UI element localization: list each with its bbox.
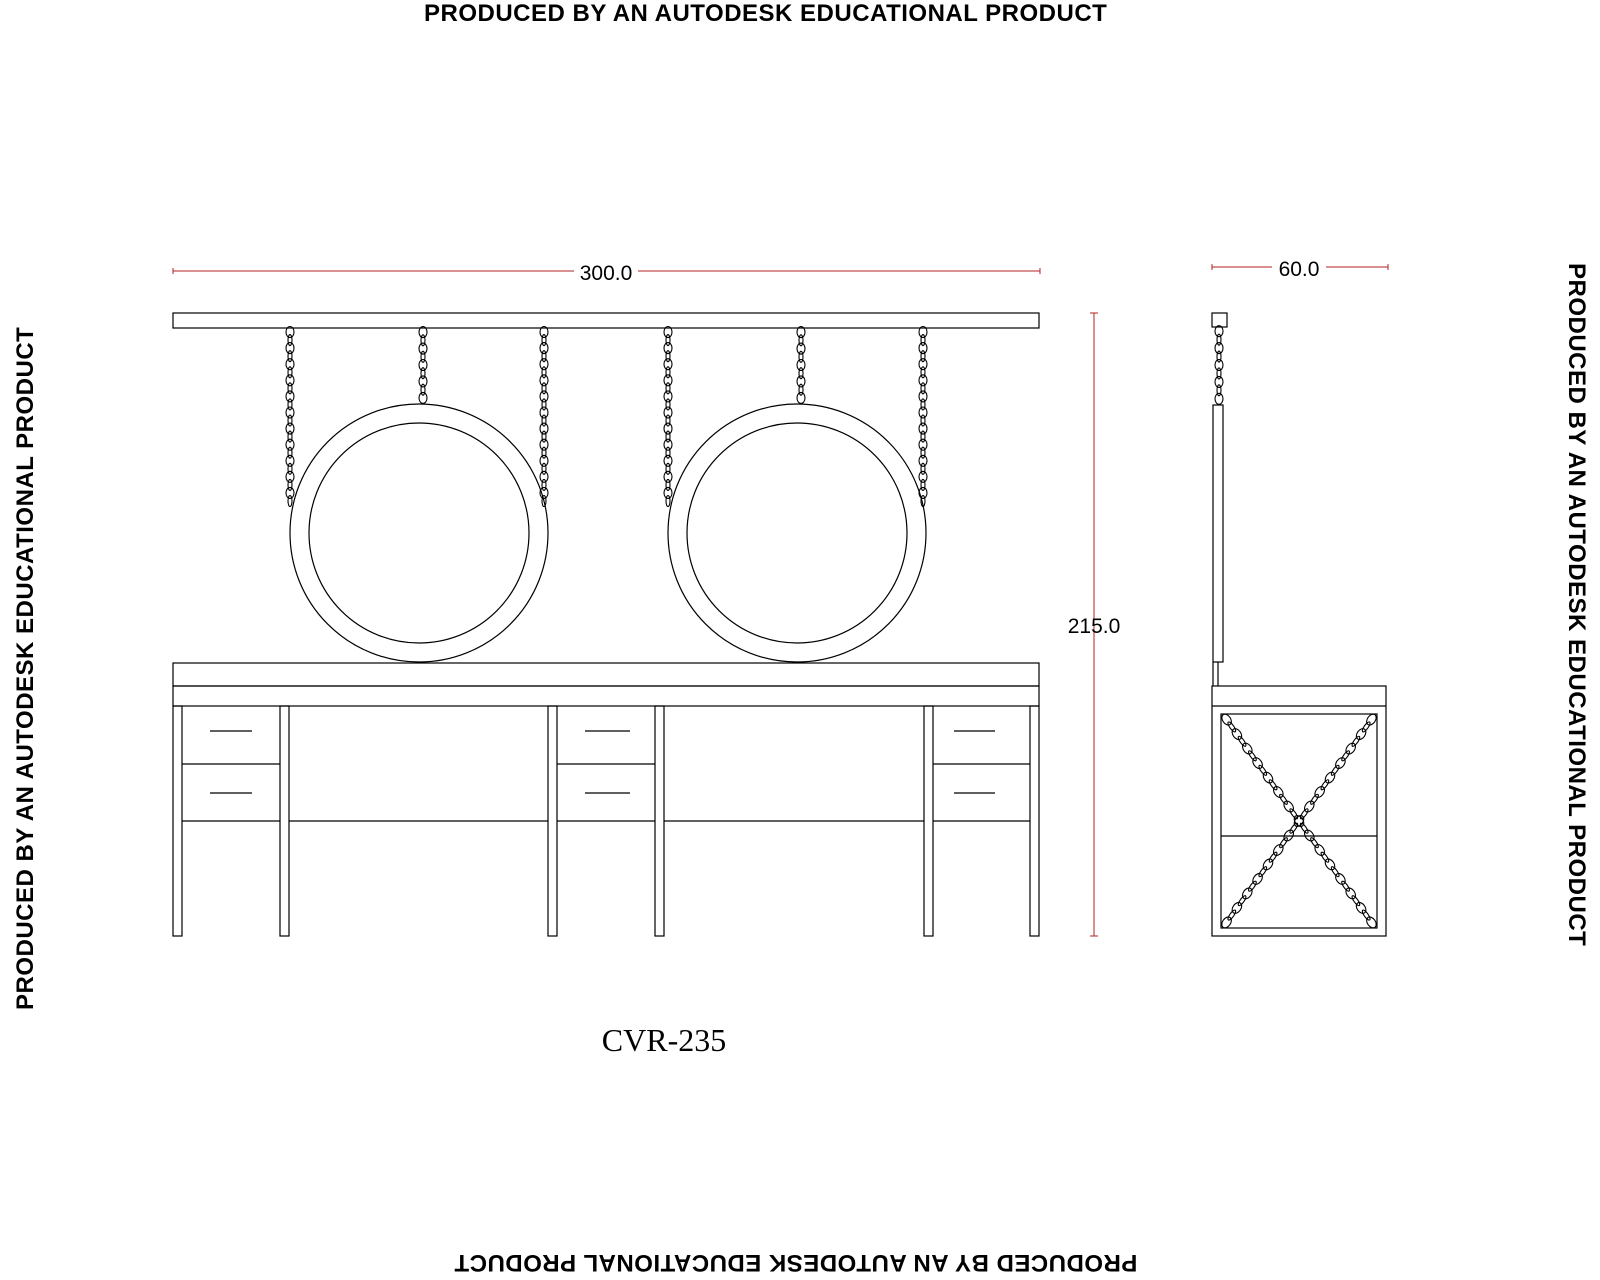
chain-link: [288, 399, 292, 410]
chain-link: [921, 463, 925, 474]
chain-link: [919, 343, 927, 354]
chain-link: [1261, 770, 1274, 784]
drawer-unit-right: [933, 731, 1030, 821]
chain-link: [921, 367, 925, 378]
chain-link: [288, 463, 292, 474]
chain-link: [921, 431, 925, 442]
chain-link: [664, 391, 672, 402]
chain-link: [421, 351, 425, 362]
chain-link: [919, 471, 927, 482]
side-chain: [1215, 326, 1223, 405]
chain-link: [1282, 799, 1295, 813]
chain-link: [1334, 756, 1347, 770]
chain-link: [664, 359, 672, 370]
chain-link: [540, 407, 548, 418]
chain-link: [664, 375, 672, 386]
chain-link: [542, 463, 546, 474]
chain-link: [288, 351, 292, 362]
chain-link: [921, 415, 925, 426]
chain-link: [540, 391, 548, 402]
chain-link: [664, 343, 672, 354]
chain-link: [921, 479, 925, 490]
chain-link: [919, 423, 927, 434]
chain-link: [286, 423, 294, 434]
chain-link: [419, 343, 427, 354]
front-elevation: [173, 313, 1039, 936]
chain-link: [540, 375, 548, 386]
chain-link: [540, 439, 548, 450]
chain-link: [540, 423, 548, 434]
chain-link: [919, 375, 927, 386]
chain-link: [1272, 843, 1285, 857]
chain-link: [1313, 785, 1326, 799]
dimension-height-label: 215.0: [1067, 615, 1121, 638]
leg: [548, 706, 557, 936]
chain-link: [286, 343, 294, 354]
chain-link: [288, 447, 292, 458]
chain-link: [542, 447, 546, 458]
chain-link: [542, 431, 546, 442]
chain-link: [921, 447, 925, 458]
leg: [924, 706, 933, 936]
chain-link: [1344, 741, 1357, 755]
chain-link: [1215, 360, 1223, 371]
chain-link: [1241, 741, 1254, 755]
chain-link: [919, 391, 927, 402]
chain-link: [542, 367, 546, 378]
chain-link: [666, 399, 670, 410]
chain-link: [286, 375, 294, 386]
chain-link: [664, 471, 672, 482]
chain-link: [797, 376, 805, 387]
leg: [1030, 706, 1039, 936]
front-chains: [286, 327, 927, 507]
chain-link: [919, 359, 927, 370]
watermark-left: PRODUCED BY AN AUTODESK EDUCATIONAL PRODUCT: [12, 326, 39, 1010]
side-top-bracket: [1212, 313, 1227, 327]
chain-link: [1241, 886, 1254, 900]
chain-link: [419, 392, 427, 403]
mirror-left: [290, 404, 548, 662]
chain-link: [542, 479, 546, 490]
drawer-unit-left: [182, 731, 280, 821]
chain-link: [1313, 843, 1326, 857]
chain-link: [540, 455, 548, 466]
chain-link: [1251, 872, 1264, 886]
chain-link: [919, 439, 927, 450]
chain-link: [540, 343, 548, 354]
chain-link: [1334, 872, 1347, 886]
chain-link: [664, 423, 672, 434]
chain-link: [286, 391, 294, 402]
chain-link: [1323, 770, 1336, 784]
drawing-code: CVR-235: [601, 1022, 727, 1058]
side-mirror: [1213, 405, 1223, 662]
chain-link: [1230, 727, 1243, 741]
chain-link: [921, 351, 925, 362]
chain-link: [419, 376, 427, 387]
chain-link: [666, 383, 670, 394]
chain-link: [1251, 756, 1264, 770]
chain-link: [666, 496, 670, 507]
chain-link: [288, 431, 292, 442]
chain-link: [919, 407, 927, 418]
chain-link: [664, 407, 672, 418]
watermark-top: PRODUCED BY AN AUTODESK EDUCATIONAL PRODUCT: [424, 0, 1108, 27]
chain-link: [799, 384, 803, 395]
chain-link: [921, 383, 925, 394]
counter-top: [173, 663, 1039, 686]
chain-link: [799, 351, 803, 362]
chain-link: [1215, 343, 1223, 354]
dimension-front-width-label: 300.0: [579, 262, 633, 285]
chain-link: [797, 343, 805, 354]
chain-link: [664, 487, 672, 498]
chain-link: [921, 399, 925, 410]
side-elevation: [1212, 313, 1386, 936]
chain-link: [799, 368, 803, 379]
chain-link: [286, 471, 294, 482]
chain-link: [666, 447, 670, 458]
chain-link: [799, 335, 803, 346]
chain-link: [919, 455, 927, 466]
chain-link: [288, 335, 292, 346]
chain-link: [666, 367, 670, 378]
chain-link: [1354, 727, 1367, 741]
chain-link: [288, 367, 292, 378]
chain-link: [540, 359, 548, 370]
chain-link: [1215, 393, 1223, 404]
chain-link: [286, 407, 294, 418]
chain-link: [1272, 785, 1285, 799]
chain-link: [666, 431, 670, 442]
chain-link: [419, 360, 427, 371]
chain-link: [286, 487, 294, 498]
chain-link: [921, 335, 925, 346]
chain-link: [421, 335, 425, 346]
chain-link: [288, 383, 292, 394]
counter-apron: [173, 686, 1039, 706]
chain-link: [421, 368, 425, 379]
chain-link: [1261, 857, 1274, 871]
chain-link: [1323, 857, 1336, 871]
chain-link: [542, 399, 546, 410]
chain-link: [664, 455, 672, 466]
chain-link: [542, 415, 546, 426]
chain-link: [542, 383, 546, 394]
chain-link: [666, 479, 670, 490]
chain-link: [288, 415, 292, 426]
watermark-bottom: PRODUCED BY AN AUTODESK EDUCATIONAL PRODUCT: [454, 1249, 1138, 1276]
dimension-height: [1068, 313, 1121, 936]
chain-link: [1230, 901, 1243, 915]
side-cabinet: [1212, 686, 1386, 936]
chain-link: [797, 392, 805, 403]
chain-link: [797, 360, 805, 371]
dimension-front-width: [173, 258, 1040, 285]
watermark-right: PRODUCED BY AN AUTODESK EDUCATIONAL PRODUCT: [1563, 263, 1590, 947]
dimension-side-depth-label: 60.0: [1278, 258, 1320, 281]
top-shelf: [173, 313, 1039, 328]
chain-link: [542, 351, 546, 362]
chain-link: [286, 439, 294, 450]
chain-link: [288, 479, 292, 490]
leg: [173, 706, 182, 936]
side-cross-chains: [1220, 712, 1378, 929]
chain-link: [666, 335, 670, 346]
leg: [280, 706, 289, 936]
chain-link: [542, 335, 546, 346]
chain-link: [421, 384, 425, 395]
chain-link: [1344, 886, 1357, 900]
chain-link: [286, 359, 294, 370]
chain-link: [1215, 376, 1223, 387]
chain-link: [664, 439, 672, 450]
chain-link: [1292, 814, 1305, 828]
chain-link: [1303, 799, 1316, 813]
chain-link: [666, 351, 670, 362]
dimension-side-depth: [1212, 254, 1388, 281]
chain-link: [540, 471, 548, 482]
chain-link: [666, 415, 670, 426]
chain-link: [288, 496, 292, 507]
leg: [655, 706, 664, 936]
chain-link: [286, 455, 294, 466]
mirror-right: [668, 404, 926, 662]
drawer-unit-center: [557, 731, 655, 821]
chain-link: [666, 463, 670, 474]
chain-link: [1354, 901, 1367, 915]
